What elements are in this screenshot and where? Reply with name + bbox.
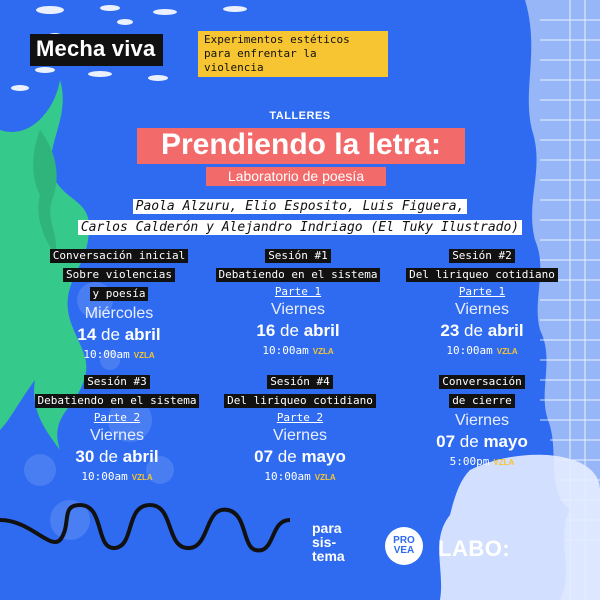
session-card-1	[198, 246, 398, 360]
session-day: Viernes	[271, 301, 325, 318]
session-label: Sesión #3	[84, 375, 150, 389]
tagline	[198, 31, 388, 77]
session-day: Viernes	[455, 301, 509, 318]
session-part-link[interactable]: Parte 2	[276, 411, 324, 424]
date-de: de	[464, 321, 483, 340]
session-day: Viernes	[273, 427, 327, 444]
session-card-4	[200, 372, 400, 486]
time-value: 10:00am	[446, 344, 493, 357]
session-day: Viernes	[90, 427, 144, 444]
session-card-conversacion-inicial	[19, 246, 219, 364]
date-number: 14	[77, 325, 97, 344]
date-de: de	[99, 447, 118, 466]
page-title: Prendiendo la letra:	[137, 128, 465, 164]
session-time	[382, 343, 582, 360]
authors-list	[0, 196, 600, 238]
time-value: 10:00am	[264, 470, 311, 483]
session-label: Sesión #1	[265, 249, 331, 263]
session-time	[19, 347, 219, 364]
session-label: Debatiendo en el sistema	[216, 268, 381, 282]
session-part-link[interactable]: Parte 2	[93, 411, 141, 424]
provea-logo	[385, 527, 423, 565]
session-part-link[interactable]: Parte 1	[274, 285, 322, 298]
session-label: Conversación	[439, 375, 524, 389]
session-label: y poesía	[90, 287, 149, 301]
timezone-tag: VZLA	[133, 351, 155, 360]
authors-line: Paola Alzuru, Elio Esposito, Luis Figuera,	[133, 199, 468, 214]
logo-line: VEA	[393, 545, 415, 556]
logo-line: PRO	[393, 535, 415, 546]
date-number: 16	[256, 321, 276, 340]
session-date	[200, 446, 400, 467]
session-card-2	[382, 246, 582, 360]
session-day: Miércoles	[84, 305, 154, 322]
session-date	[382, 431, 582, 452]
brand-name: Mecha viva	[30, 34, 163, 66]
session-card-3	[17, 372, 217, 486]
session-label: Sobre violencias	[63, 268, 175, 282]
session-card-conversacion-cierre	[382, 372, 582, 471]
logo-line: para	[312, 520, 342, 536]
tagline-line: Experimentos estéticos	[204, 33, 350, 46]
timezone-tag: VZLA	[312, 347, 334, 356]
session-label: de cierre	[449, 394, 515, 408]
date-de: de	[280, 321, 299, 340]
black-squiggle-line	[0, 505, 290, 550]
session-label: Sesión #2	[449, 249, 515, 263]
logo-line: tema	[312, 548, 345, 564]
date-month: abril	[124, 325, 161, 344]
time-value: 10:00am	[81, 470, 128, 483]
session-part-link[interactable]: Parte 1	[458, 285, 506, 298]
time-value: 10:00am	[262, 344, 309, 357]
session-time	[198, 343, 398, 360]
date-number: 30	[75, 447, 95, 466]
session-date	[17, 446, 217, 467]
section-kicker: TALLERES	[269, 110, 331, 122]
session-time	[17, 469, 217, 486]
authors-line: Carlos Calderón y Alejandro Indriago (El Tuky Ilustrado)	[78, 220, 522, 235]
date-de: de	[101, 325, 120, 344]
logo-line: sis-	[312, 534, 337, 550]
page-subtitle: Laboratorio de poesía	[206, 167, 386, 186]
date-number: 07	[436, 432, 456, 451]
session-date	[198, 320, 398, 341]
session-label: Del liriqueo cotidiano	[406, 268, 558, 282]
date-number: 23	[440, 321, 460, 340]
session-day: Viernes	[455, 412, 509, 429]
date-month: mayo	[483, 432, 528, 451]
labo-logo: LABO:	[438, 536, 511, 561]
date-month: abril	[487, 321, 524, 340]
session-date	[19, 324, 219, 345]
session-time	[200, 469, 400, 486]
timezone-tag: VZLA	[314, 473, 336, 482]
session-label: Del liriqueo cotidiano	[224, 394, 376, 408]
date-number: 07	[254, 447, 274, 466]
date-month: abril	[303, 321, 340, 340]
date-de: de	[459, 432, 479, 451]
session-time	[382, 454, 582, 471]
time-value: 10:00am	[83, 348, 130, 361]
time-value: 5:00pm	[449, 455, 490, 468]
timezone-tag: VZLA	[131, 473, 153, 482]
parasistema-logo	[312, 521, 345, 563]
session-label: Debatiendo en el sistema	[35, 394, 200, 408]
tagline-line: para enfrentar la violencia	[204, 47, 317, 74]
white-blob-shape	[439, 455, 600, 600]
session-label: Conversación inicial	[50, 249, 188, 263]
session-label: Sesión #4	[267, 375, 333, 389]
date-month: mayo	[301, 447, 346, 466]
timezone-tag: VZLA	[493, 458, 515, 467]
timezone-tag: VZLA	[496, 347, 518, 356]
date-month: abril	[122, 447, 159, 466]
date-de: de	[277, 447, 297, 466]
session-date	[382, 320, 582, 341]
